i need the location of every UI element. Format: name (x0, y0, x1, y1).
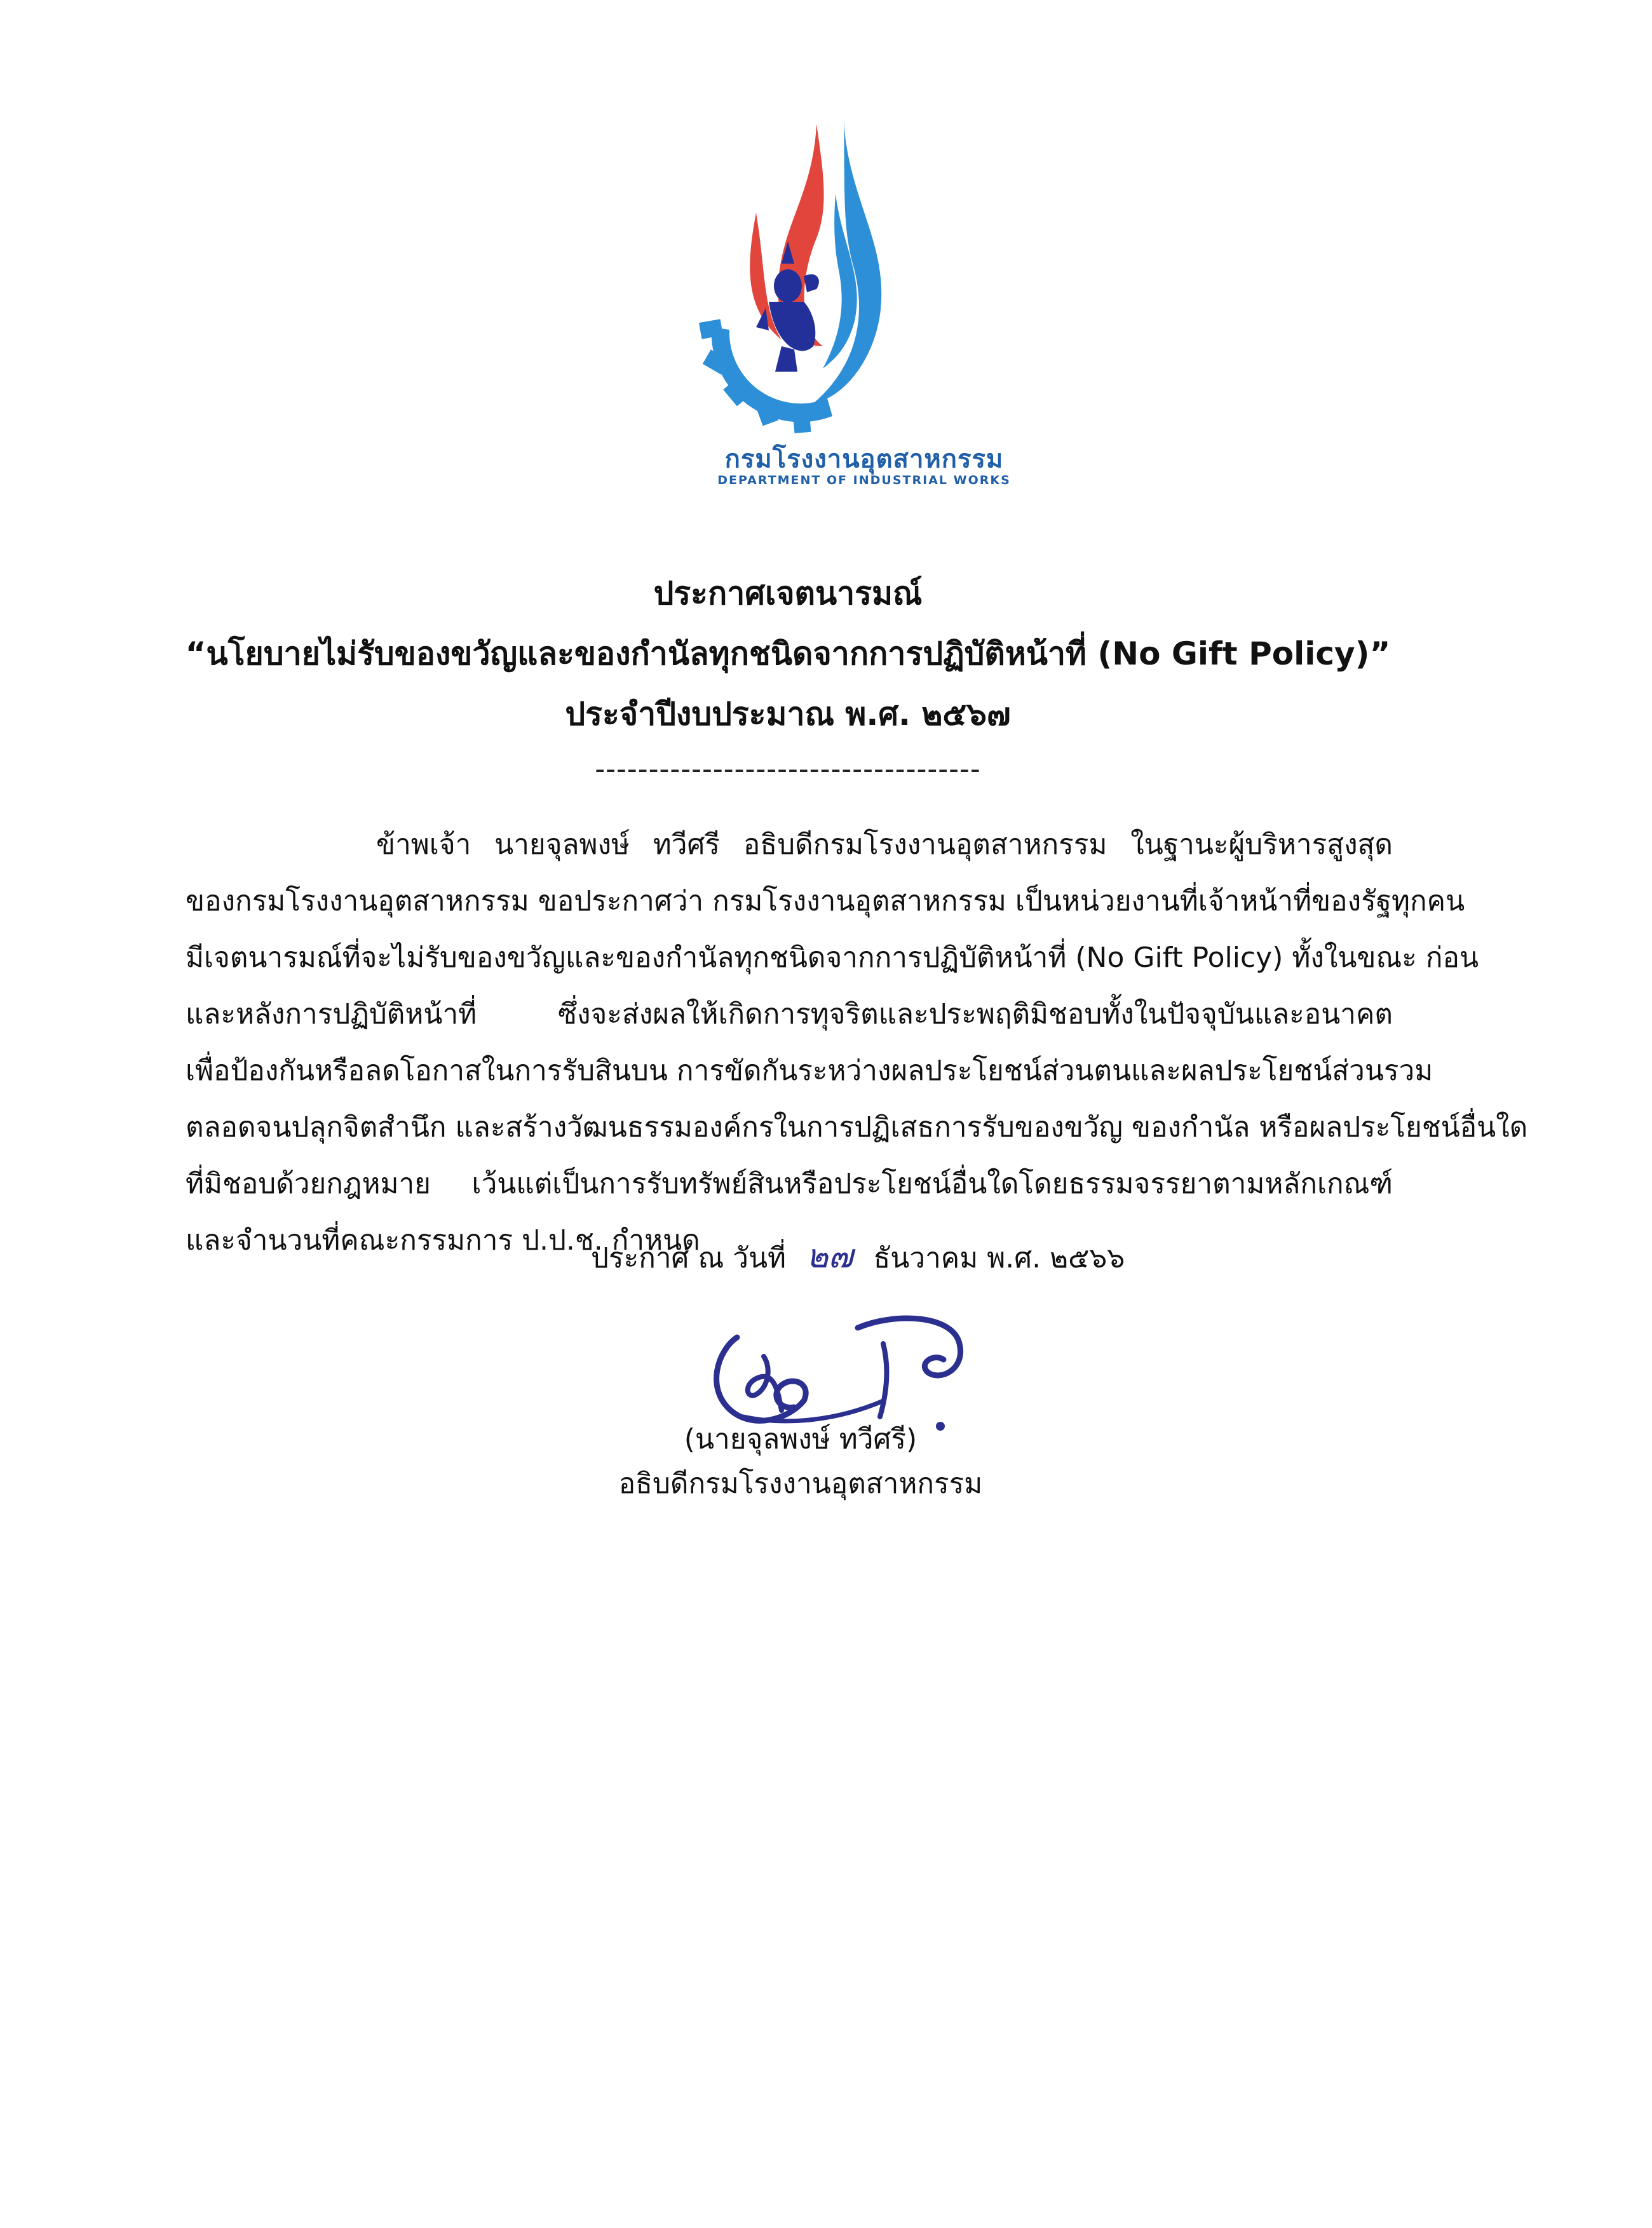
announcement-date (591, 1229, 1136, 1282)
body-line: เพื่อป้องกันหรือลดโอกาสในการรับสินบน การขัดกันระหว่างผลประโยชน์ส่วนตนและผลประโยชน์ส่วนรวม (186, 1055, 1433, 1087)
body-line: และหลังการปฏิบัติหน้าที่ ซึ่งจะส่งผลให้เกิดการทุจริตและประพฤติมิชอบทั้งในปัจจุบันและอนาคต (186, 998, 1393, 1030)
announcement-month-year: ธันวาคม พ.ศ. ๒๕๖๖ (873, 1242, 1125, 1274)
fiscal-year-title: ประจำปีงบประมาณ พ.ศ. ๒๕๖๗ (565, 696, 1011, 733)
department-logo (686, 118, 921, 448)
title-divider: ------------------------------------ (595, 753, 981, 785)
body-line: ของกรมโรงงานอุตสาหกรรม ขอประกาศว่า กรมโรงงานอุตสาหกรรม เป็นหน่วยงานที่เจ้าหน้าที่ของรัฐทุกคน (186, 885, 1465, 917)
document-title: ประกาศเจตนารมณ์ (653, 575, 923, 612)
body-line: มีเจตนารมณ์ที่จะไม่รับของขวัญและของกำนัลทุกชนิดจากการปฏิบัติหน้าที่ (No Gift Policy) ทั้งในขณะ ก่อน (186, 942, 1479, 974)
logo-text-thai: กรมโรงงานอุตสาหกรรม (724, 445, 1004, 474)
announcement-prefix: ประกาศ ณ วันที่ (591, 1242, 787, 1274)
body-line: ที่มิชอบด้วยกฎหมาย เว้นแต่เป็นการรับทรัพย์สินหรือประโยชน์อื่นใดโดยธรรมจรรยาตามหลักเกณฑ์ (186, 1168, 1393, 1200)
logo-text-english: DEPARTMENT OF INDUSTRIAL WORKS (717, 473, 1011, 487)
body-line: ข้าพเจ้า นายจุลพงษ์ ทวีศรี อธิบดีกรมโรงงานอุตสาหกรรม ในฐานะผู้บริหารสูงสุด (376, 828, 1393, 861)
signatory-name: (นายจุลพงษ์ ทวีศรี) (684, 1423, 917, 1455)
policy-title: “นโยบายไม่รับของขวัญและของกำนัลทุกชนิดจากการปฏิบัติหน้าที่ (No Gift Policy)” (185, 635, 1391, 672)
signatory-title: อธิบดีกรมโรงงานอุตสาหกรรม (618, 1468, 983, 1500)
body-line: และจำนวนที่คณะกรรมการ ป.ป.ช. กำหนด (186, 1224, 700, 1257)
handwritten-day: ๒๗ (806, 1238, 853, 1276)
body-paragraph (186, 816, 1528, 1269)
body-line: ตลอดจนปลุกจิตสำนึก และสร้างวัฒนธรรมองค์กรในการปฏิเสธการรับของขวัญ ของกำนัล หรือผลประโยชน์อื่นใด (186, 1111, 1528, 1144)
